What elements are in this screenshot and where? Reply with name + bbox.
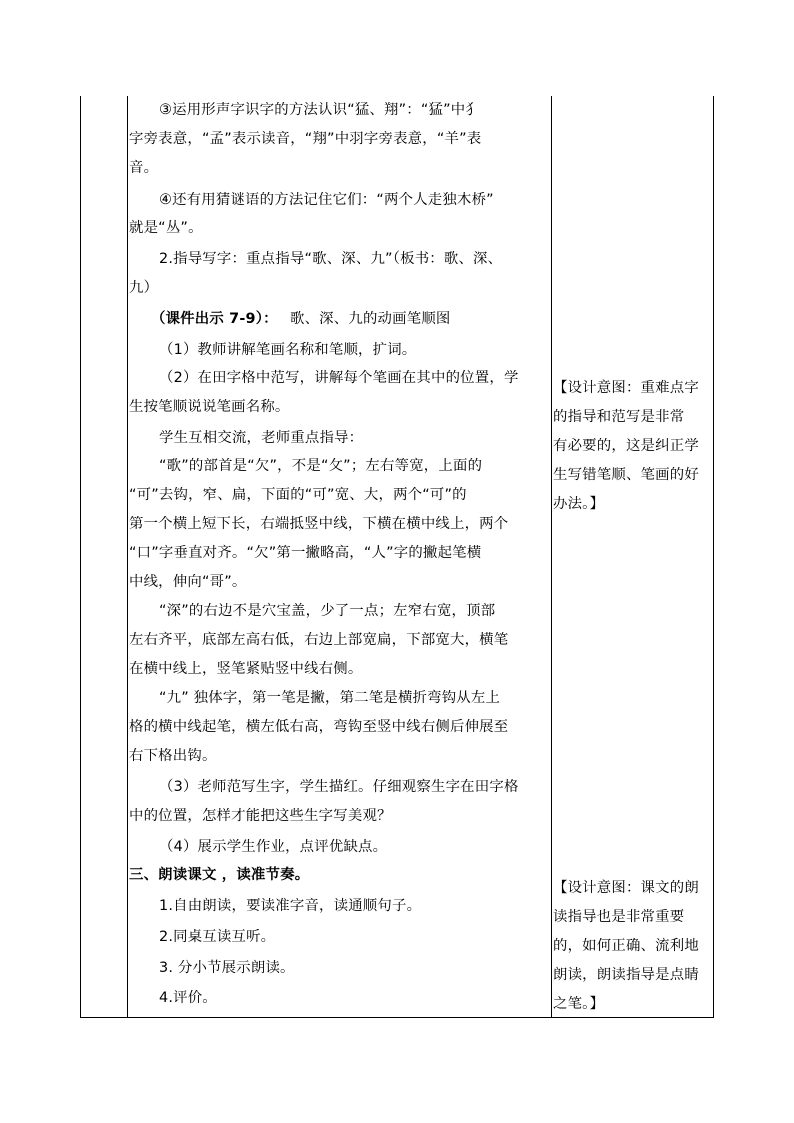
courseware-label: （课件出示 7-9）： xyxy=(151,311,278,327)
text-line: ④还有用猜谜语的方法记住它们：“两个人走独木桥” xyxy=(159,192,494,208)
note-line: 【设计意图：重难点字 xyxy=(553,380,699,396)
text-line: 右下格出钩。 xyxy=(129,748,217,764)
section-heading: 三、朗读课文 ，读准节奏。 xyxy=(129,867,310,883)
text-line: （4）展示学生作业，点评优缺点。 xyxy=(159,839,388,855)
text-line: 学生互相交流，老师重点指导： xyxy=(159,430,364,446)
table-border-right xyxy=(713,96,714,1018)
text-line: “歌”的部首是“欠”，不是“攵”；左右等宽，上面的 xyxy=(159,458,483,474)
note-line: 办法。】 xyxy=(553,496,605,512)
table-border-left xyxy=(80,96,81,1018)
text-line: 九） xyxy=(129,280,159,296)
text-line: ③运用形声字识字的方法认识“猛、翔”：“猛”中犭 xyxy=(159,102,480,118)
text-line: 左右齐平，底部左高右低，右边上部宽扁，下部宽大，横笔 xyxy=(129,632,509,648)
text-line: 音。 xyxy=(129,160,159,176)
note-line: 的，如何正确、流利地 xyxy=(553,938,699,954)
table-divider-1 xyxy=(127,96,128,1018)
text-line: （2）在田字格中范写，讲解每个笔画在其中的位置，学 xyxy=(159,370,519,386)
text-line: 格的横中线起笔，横左低右高，弯钩至竖中线右侧后伸展至 xyxy=(129,719,509,735)
text-line: （1）教师讲解笔画名称和笔顺，扩词。 xyxy=(159,342,417,358)
text-line: 2.同桌互读互听。 xyxy=(159,929,276,945)
text-line: 中线，伸向“哥”。 xyxy=(129,574,247,590)
text-line: 就是“丛”。 xyxy=(129,220,203,236)
note-line: 读指导也是非常重要 xyxy=(553,909,685,925)
text-line: 1.自由朗读，要读准字音，读通顺句子。 xyxy=(159,898,422,914)
text-line: 4.评价。 xyxy=(159,990,217,1006)
note-line: 的指导和范写是非常 xyxy=(553,409,685,425)
table-divider-2 xyxy=(551,96,552,1018)
note-line: 生写错笔顺、笔画的好 xyxy=(553,467,699,483)
text-line: “九” 独体字，第一笔是撇，第二笔是横折弯钩从左上 xyxy=(159,690,501,706)
text-line: 3. 分小节展示朗读。 xyxy=(159,960,295,976)
table-border-bottom xyxy=(80,1017,714,1018)
note-line: 有必要的，这是纠正学 xyxy=(553,438,699,454)
note-line: 之笔。】 xyxy=(553,996,605,1012)
text-line: 2.指导写字：重点指导“歌、深、九”（板书：歌、深、 xyxy=(159,251,503,267)
note-line: 朗读，朗读指导是点睛 xyxy=(553,967,699,983)
text-line: 中的位置，怎样才能把这些生字写美观？ xyxy=(129,808,392,824)
text-line: 字旁表意，“孟”表示读音，“翔”中羽字旁表意，“羊”表 xyxy=(129,131,482,147)
text-line: 在横中线上，竖笔紧贴竖中线右侧。 xyxy=(129,661,363,677)
note-line: 【设计意图：课文的朗 xyxy=(553,880,699,896)
text-line: 第一个横上短下长，右端抵竖中线，下横在横中线上，两个 xyxy=(129,516,509,532)
text-line: 生按笔顺说说笔画名称。 xyxy=(129,399,290,415)
text-line: （3）老师范写生字，学生描红。仔细观察生字在田字格 xyxy=(159,779,519,795)
text-line: “深”的右边不是穴宝盖，少了一点；左窄右宽，顶部 xyxy=(159,603,496,619)
text-line: “口”字垂直对齐。“欠”第一撇略高，“人”字的撇起笔横 xyxy=(129,545,482,561)
courseware-desc: 歌、深、九的动画笔顺图 xyxy=(290,311,451,327)
text-line: “可”去钩，窄、扁，下面的“可”宽、大，两个“可”的 xyxy=(129,487,467,503)
